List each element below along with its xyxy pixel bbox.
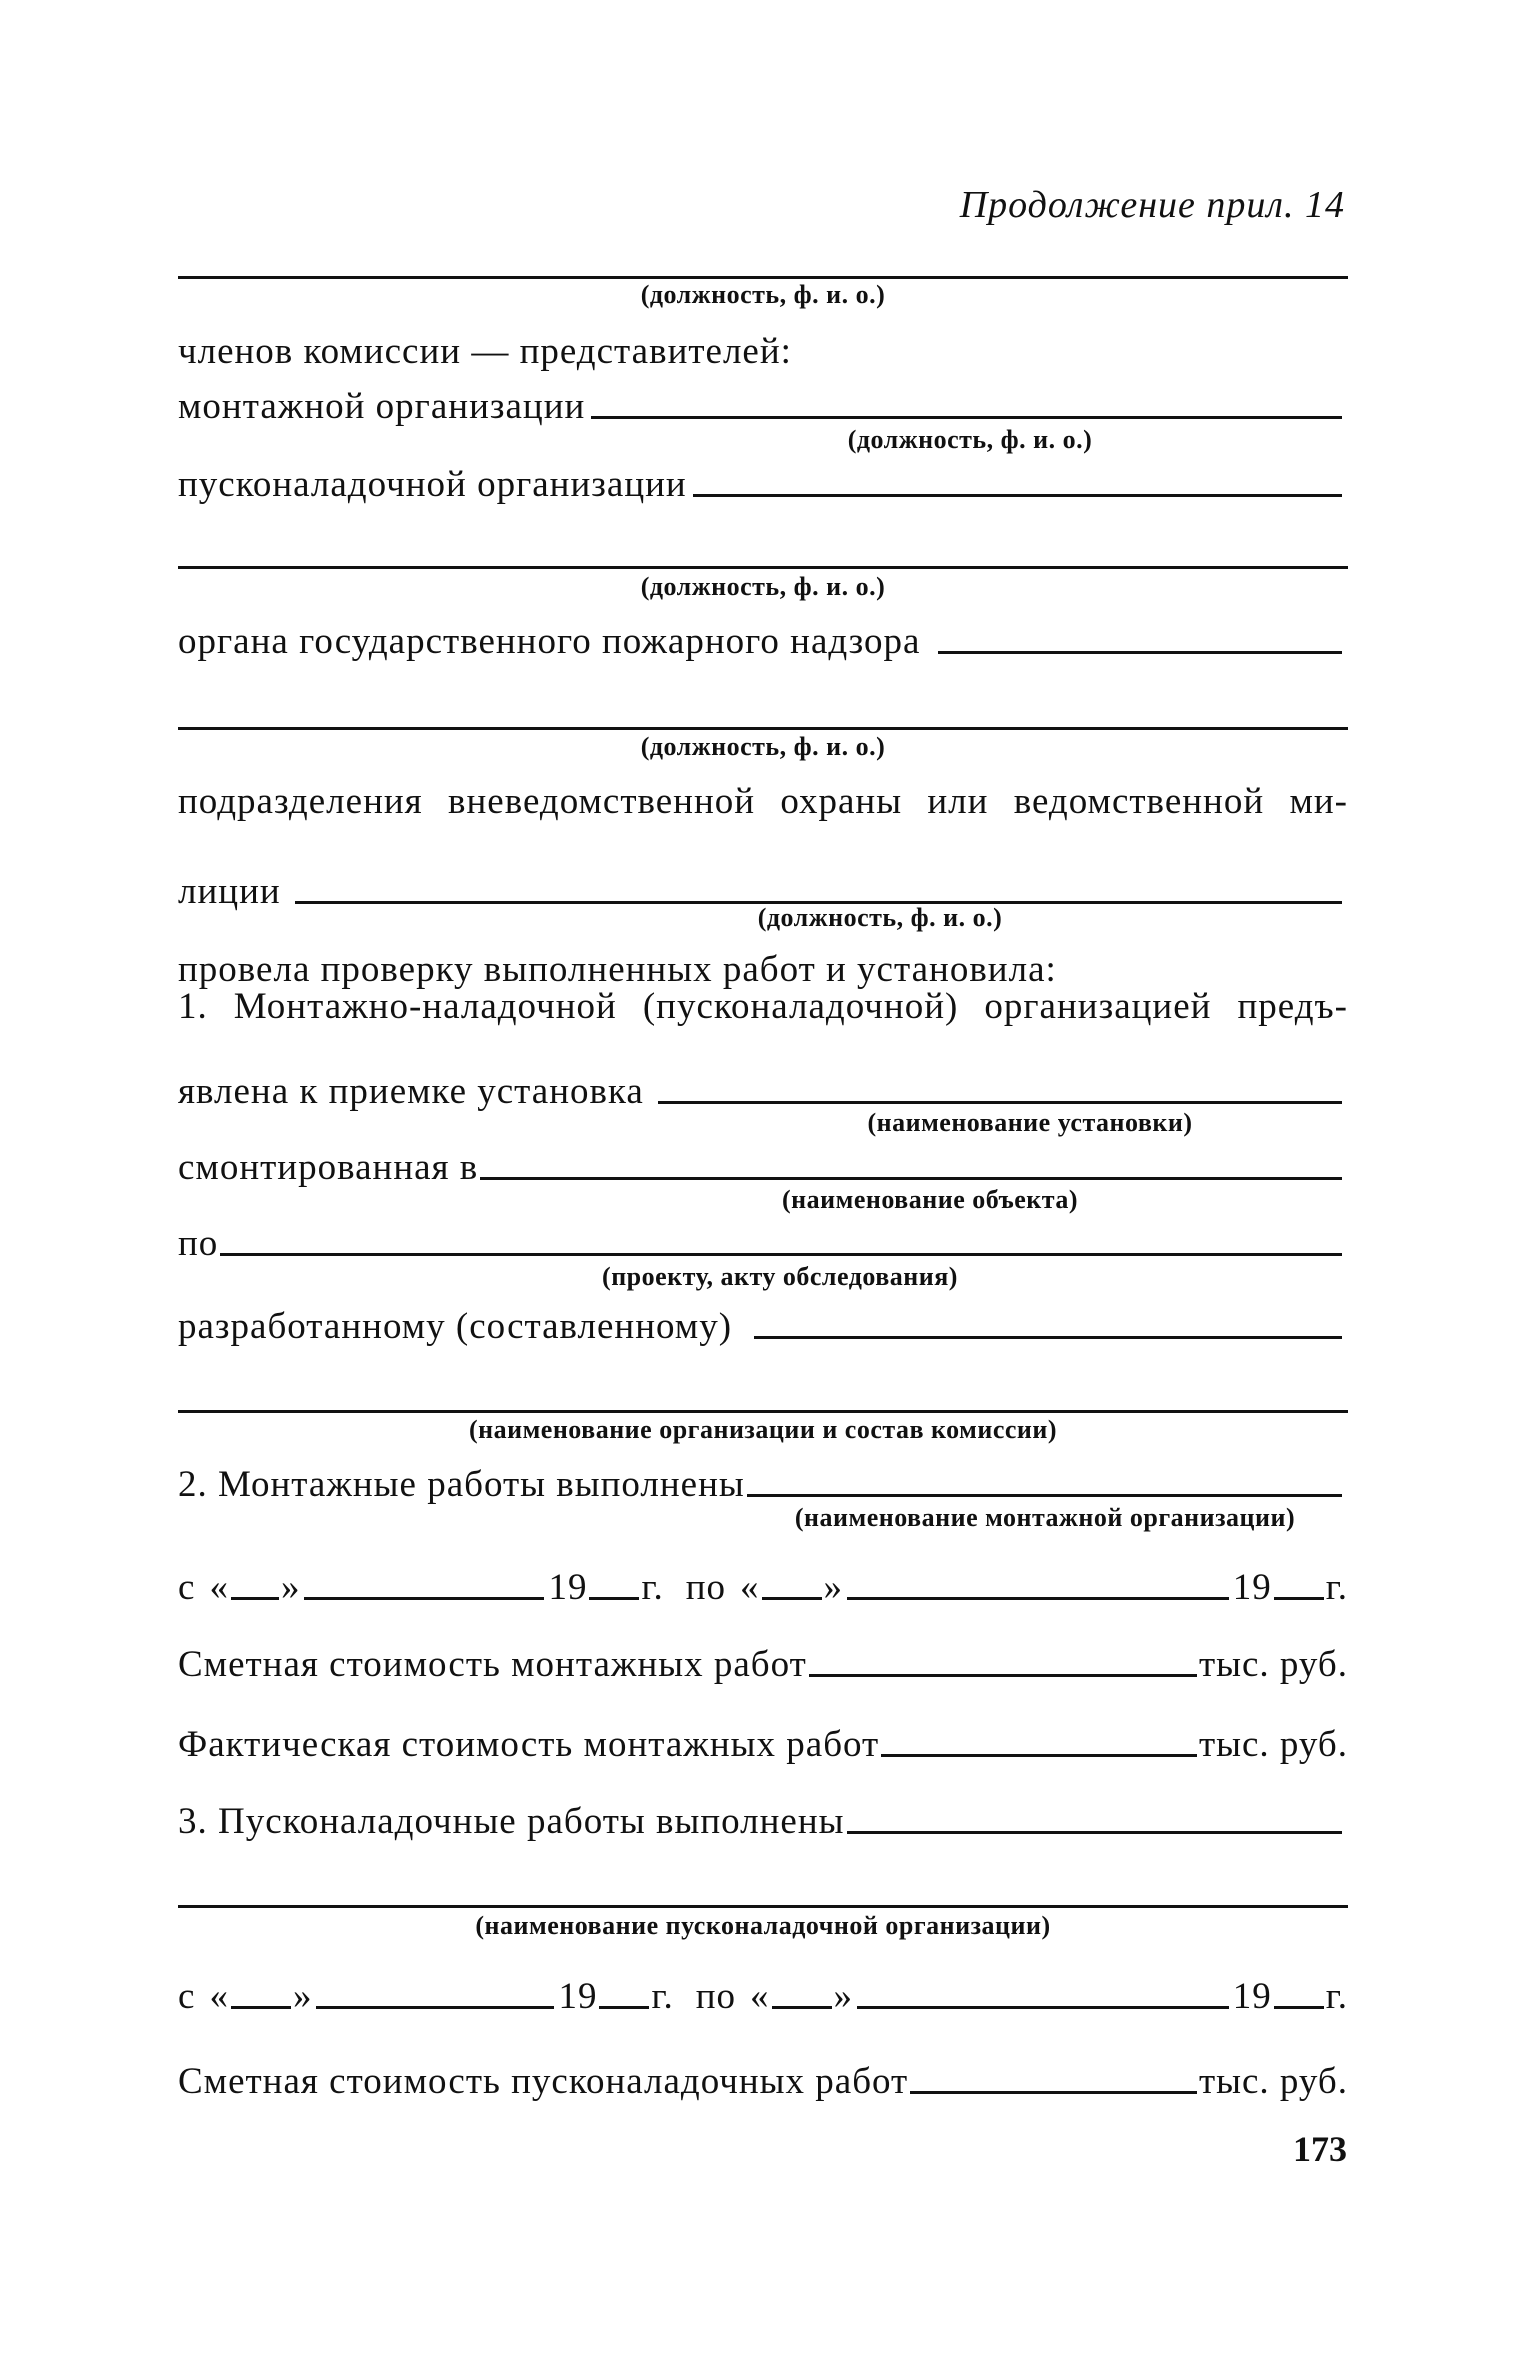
rule-3 — [178, 727, 1348, 730]
page-header: Продолжение прил. 14 — [959, 184, 1345, 226]
date-to-label: по — [685, 1567, 727, 1608]
text-commissioning-org: пусконаладочной организации — [178, 464, 687, 505]
close-quote: » — [833, 1976, 854, 2017]
page-number: 173 — [1293, 2129, 1347, 2169]
field-developed[interactable] — [754, 1336, 1342, 1339]
text-po: по — [178, 1223, 219, 1264]
caption-post-fio-1: (должность, ф. и. о.) — [640, 280, 886, 309]
text-checked: провела проверку выполненных работ и установила: — [178, 949, 1057, 990]
text-security-2: лиции — [178, 871, 281, 912]
field-year-3[interactable] — [599, 2006, 649, 2009]
text-est-mount: Сметная стоимость монтажных работ — [178, 1644, 807, 1685]
close-quote: » — [280, 1567, 301, 1608]
unit-est-mount: тыс. руб. — [1198, 1644, 1348, 1685]
field-year-2[interactable] — [1274, 1597, 1324, 1600]
caption-post-fio-5: (должность, ф. и. о.) — [757, 903, 1003, 932]
row-developed — [178, 1305, 1348, 1348]
field-commissioning-works[interactable] — [847, 1831, 1342, 1834]
caption-commissioning-org: (наименование пусконаладочной организации) — [475, 1911, 1051, 1940]
open-quote: « — [209, 1567, 229, 1608]
date-row-2 — [178, 1975, 1348, 2018]
text-security-1: подразделения вневедомственной охраны или ведомственной ми- — [178, 781, 1348, 822]
field-est-comm[interactable] — [910, 2091, 1197, 2094]
close-quote: » — [292, 1976, 313, 2017]
row-po — [178, 1222, 1348, 1265]
text-item1-1: 1. Монтажно-наладочной (пусконаладочной) организацией предъ- — [178, 986, 1348, 1027]
caption-object-name: (наименование объекта) — [781, 1185, 1079, 1214]
unit-est-comm: тыс. руб. — [1198, 2061, 1348, 2102]
date-from-label: с — [178, 1567, 196, 1608]
text-fact-mount: Фактическая стоимость монтажных работ — [178, 1724, 880, 1765]
open-quote: « — [209, 1976, 229, 2017]
row-fact-mount — [178, 1723, 1348, 1766]
field-project[interactable] — [220, 1253, 1342, 1256]
caption-post-fio-3: (должность, ф. и. о.) — [640, 572, 886, 601]
field-object[interactable] — [480, 1177, 1342, 1180]
field-year-4[interactable] — [1274, 2006, 1324, 2009]
caption-post-fio-4: (должность, ф. и. о.) — [640, 732, 886, 761]
text-item3: 3. Пусконаладочные работы выполнены — [178, 1801, 845, 1842]
field-day-3[interactable] — [231, 2006, 291, 2009]
text-mounted-in: смонтированная в — [178, 1147, 479, 1188]
field-month-2[interactable] — [847, 1597, 1229, 1600]
year-label: 19 — [1232, 1976, 1272, 2017]
field-day-2[interactable] — [762, 1597, 822, 1600]
close-quote: » — [823, 1567, 844, 1608]
field-mounting-works[interactable] — [747, 1494, 1342, 1497]
rule-2 — [178, 566, 1348, 569]
text-mounting-org: монтажной организации — [178, 386, 586, 427]
field-mounting-org[interactable] — [591, 416, 1342, 419]
row-est-mount — [178, 1643, 1348, 1686]
row-item2 — [178, 1463, 1348, 1506]
rule-top — [178, 276, 1348, 279]
year-label: 19 — [548, 1567, 588, 1608]
date-to-label: по — [695, 1976, 737, 2017]
caption-project-act: (проекту, акту обследования) — [602, 1262, 958, 1291]
field-day-1[interactable] — [231, 1597, 279, 1600]
year-label: 19 — [558, 1976, 598, 2017]
g-label: г. — [651, 1976, 674, 2017]
g-label: г. — [1325, 1976, 1348, 2017]
row-item3 — [178, 1800, 1348, 1843]
field-commissioning-org[interactable] — [693, 494, 1342, 497]
field-est-mount[interactable] — [809, 1674, 1197, 1677]
row-mounted-in — [178, 1146, 1348, 1189]
field-fire-supervision[interactable] — [938, 651, 1342, 654]
text-developed: разработанному (составленному) — [178, 1306, 733, 1347]
unit-fact-mount: тыс. руб. — [1198, 1724, 1348, 1765]
g-label: г. — [1325, 1567, 1348, 1608]
field-month-3[interactable] — [316, 2006, 554, 2009]
row-commissioning-org — [178, 463, 1348, 506]
text-members: членов комиссии — представителей: — [178, 331, 792, 372]
date-from-label: с — [178, 1976, 196, 2017]
caption-org-commission: (наименование организации и состав комиссии) — [468, 1415, 1058, 1444]
g-label: г. — [641, 1567, 664, 1608]
rule-4 — [178, 1410, 1348, 1413]
field-month-1[interactable] — [304, 1597, 544, 1600]
row-item1-2 — [178, 1070, 1348, 1113]
caption-mounting-org: (наименование монтажной организации) — [794, 1503, 1296, 1532]
caption-installation-name: (наименование установки) — [867, 1108, 1193, 1137]
row-est-comm — [178, 2060, 1348, 2103]
field-year-1[interactable] — [589, 1597, 639, 1600]
text-item2: 2. Монтажные работы выполнены — [178, 1464, 745, 1505]
rule-5 — [178, 1905, 1348, 1908]
field-month-4[interactable] — [857, 2006, 1229, 2009]
date-row-1 — [178, 1566, 1348, 1609]
text-est-comm: Сметная стоимость пусконаладочных работ — [178, 2061, 909, 2102]
text-item1-2: явлена к приемке установка — [178, 1071, 644, 1112]
field-day-4[interactable] — [772, 2006, 832, 2009]
row-mounting-org — [178, 385, 1348, 428]
year-label: 19 — [1232, 1567, 1272, 1608]
field-fact-mount[interactable] — [881, 1754, 1197, 1757]
text-fire-supervision: органа государственного пожарного надзора — [178, 621, 921, 662]
open-quote: « — [750, 1976, 770, 2017]
row-fire-supervision — [178, 620, 1348, 663]
caption-post-fio-2: (должность, ф. и. о.) — [847, 425, 1093, 454]
field-installation[interactable] — [658, 1101, 1342, 1104]
open-quote: « — [740, 1567, 760, 1608]
